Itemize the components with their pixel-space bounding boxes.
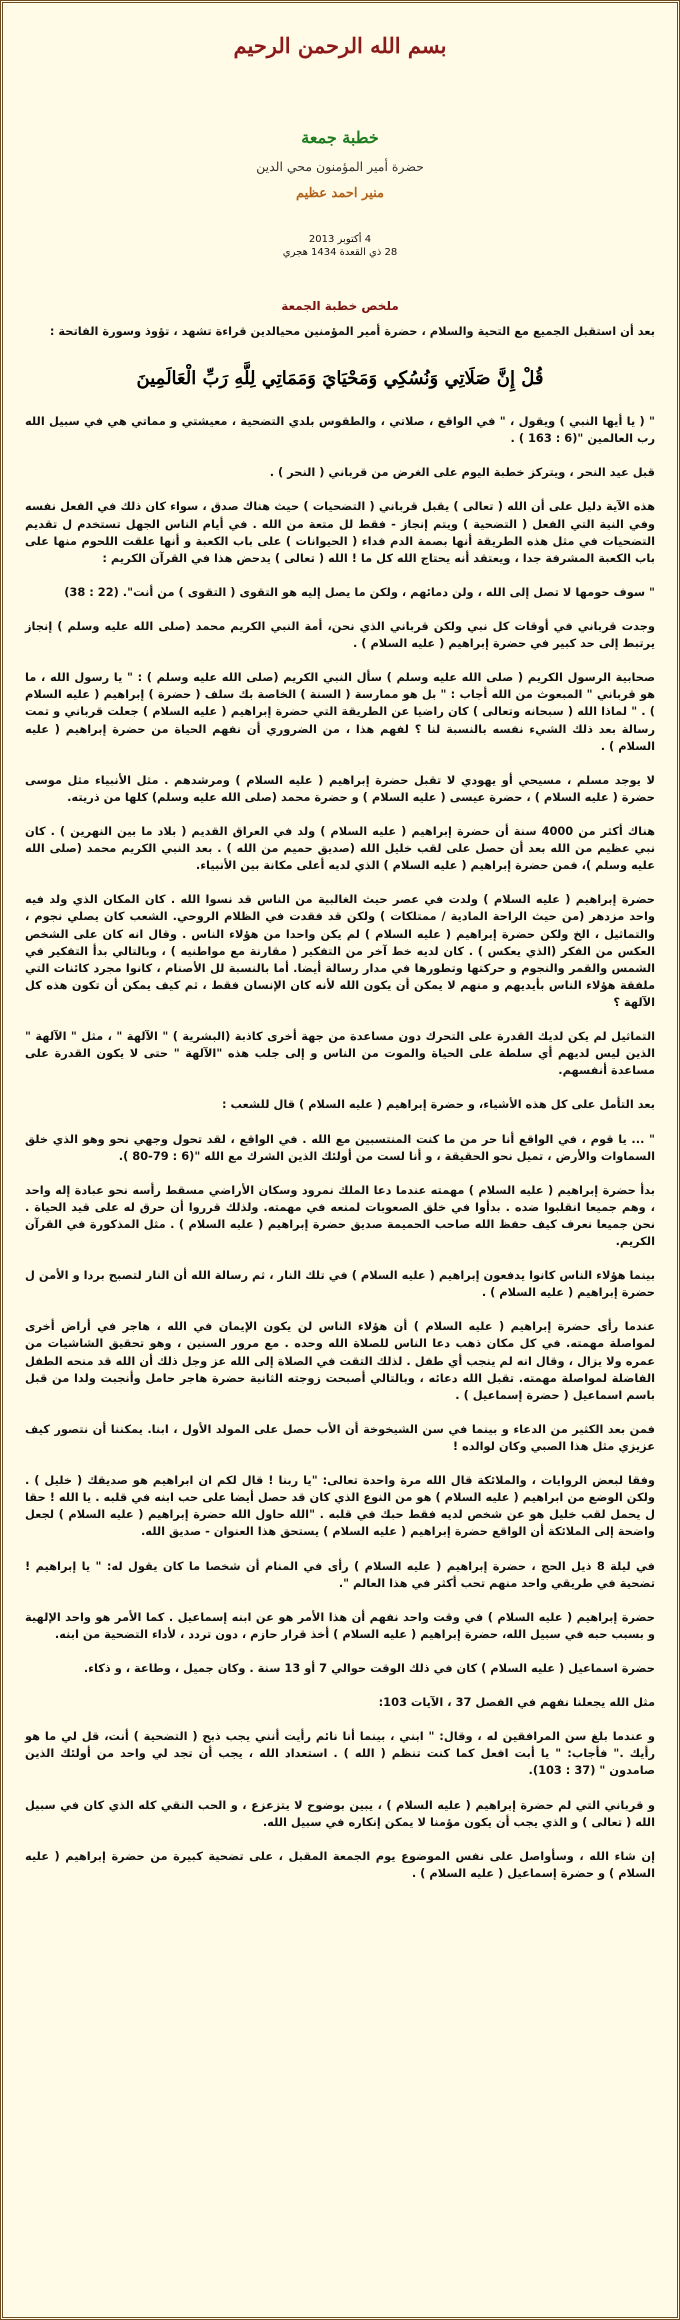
paragraph: " ( يا أيها النبي ) ويقول ، " في الواقع ، صلاتي ، والطقوس بلدي التضحية ، معيشتي و مماتي هي في سبيل الله رب العالمين "(6 : 163 ) .	[25, 414, 655, 446]
paragraph: قبل عيد النحر ، ويتركز خطبة اليوم على الغرض من قرباني ( النحر ) .	[269, 465, 655, 480]
paragraph: بعد التأمل على كل هذه الأشياء، و حضرة إبراهيم ( عليه السلام ) قال للشعب :	[221, 1097, 655, 1112]
paragraph: هناك أكثر من 4000 سنة أن حضرة إبراهيم ( عليه السلام ) ولد في العراق القديم ( بلاد ما بين النهرين ) . كان نبي عظيم من الله بعد أن حصل على لقب خليل الله (صديق حميم من الله ) . بعد النبي الكريم محمد (صلى الله عليه وسلم )، فمن حضرة إبراهيم ( عليه السلام ) الذي لديه أعلى مكانة بين الأنبياء.	[25, 823, 655, 873]
quran-verse: قُلْ إِنَّ صَلَاتِي وَنُسُكِي وَمَحْيَايَ وَمَمَاتِي لِلَّهِ رَبِّ الْعَالَمِينَ	[136, 368, 544, 390]
paragraph: حضرة إبراهيم ( عليه السلام ) في وقت واحد نفهم أن هذا الأمر هو عن ابنه إسماعيل . كما الأمر هو واحد الإلهية و بسبب حبه في سبيل الله، حضرة إبراهيم ( عليه السلام ) أخذ قرار حازم ، دون تردد ، لأداء التضحية من ابنه.	[25, 1609, 655, 1641]
date-block	[3, 233, 677, 259]
khutba-title: خطبة جمعة	[301, 128, 379, 147]
paragraph: و قرباني التي لم حضرة إبراهيم ( عليه السلام ) ، يبين بوضوح لا يتزعزع ، و الحب النقي كله الذي كان في سبيل الله ( تعالى ) و الذي يجب أن يكون مؤمنا لا يمكن إنكاره في سبيل الله.	[25, 1797, 655, 1829]
khutba-body	[3, 323, 677, 1882]
author-name: منير احمد عظيم	[295, 186, 385, 201]
hijri-date: 28 ذي القعدة 1434 هجري	[282, 247, 398, 258]
header	[3, 33, 677, 313]
paragraph: بينما هؤلاء الناس كانوا يدفعون إبراهيم ( عليه السلام ) في تلك النار ، ثم رسالة الله أن النار لتصبح بردا و الأمن ل حضرة إبراهيم ( عليه السلام ) .	[25, 1268, 655, 1300]
hadrat-subtitle: حضرة أمير المؤمنون محي الدين	[256, 159, 424, 174]
paragraph: و عندما بلغ سن المرافقين له ، وقال: " ابني ، بينما أنا نائم رأيت أنني يجب ذبح ( التضحية ) أنت، قل لي ما هو رأيك ." فأجاب: " يا أبت افعل كما كنت تنظم ( الله ) . استعداد الله ، يجب أن تجد لي واحد من أولئك الذين صامدون " (37 : 103).	[25, 1729, 655, 1778]
paragraph: التماثيل لم يكن لديك القدرة على التحرك دون مساعدة من جهة أخرى كاذبة (البشرية ) " الآلهة " ، مثل " الآلهة " الذين ليس لديهم أي سلطة على الحياة والموت من الناس و إلى جلب هذه "الآلهة " حتى لا يكون القدرة على مساعدة أنفسهم.	[25, 1029, 655, 1078]
paragraph: وجدت قرباني في أوقات كل نبي ولكن قرباني الذي نحن، أمة النبي الكريم محمد (صلى الله عليه وسلم ) إنجاز يرتبط إلى حد كبير في حضرة إبراهيم ( عليه السلام ) .	[25, 618, 655, 651]
paragraph: في ليلة 8 ذيل الحج ، حضرة إبراهيم ( عليه السلام ) رأى في المنام أن شخصا ما كان يقول له: " يا إبراهيم ! تضحية في طريقي واحد منهم تحب أكثر في هذا العالم ".	[25, 1558, 655, 1590]
paragraph: مثل الله يجعلنا نفهم في الفصل 37 ، الآيات 103:	[378, 1695, 655, 1710]
bismillah-heading: بسم الله الرحمن الرحيم	[233, 33, 447, 58]
gregorian-date: 4 أكتوبر 2013	[308, 234, 372, 245]
paragraph: إن شاء الله ، وسأواصل على نفس الموضوع يوم الجمعة المقبل ، على تضحية كبيرة من حضرة إبراهيم ( عليه السلام ) و حضرة إسماعيل ( عليه السلام ) .	[25, 1848, 655, 1880]
paragraph: بدأ حضرة إبراهيم ( عليه السلام ) مهمته عندما دعا الملك نمرود وسكان الأراضي مسقط رأسه نحو عبادة إله واحد ، وهم جميعا انقلبوا ضده . بدأوا في خلق الصعوبات لمنعه في مهمته. ولذلك قرروا أن حرق له على قيد الحياة . نحن جميعا نعرف كيف حفظ الله صاحب الحميمة صديق حضرة إبراهيم ( عليه السلام ) . مثل المذكورة في القرآن الكريم.	[25, 1182, 655, 1249]
paragraph: هذه الآية دليل على أن الله ( تعالى ) يقبل قرباني ( التضحيات ) حيث هناك صدق ، سواء كان ذلك في الفعل نفسه وفي النية التي الفعل ( التضحية ) ويتم إنجاز - فقط لل متعة من الله . في أيام الناس الجهل تستخدم ل تقديم التضحيات في مثل هذه الطريقة أنها بصمة الدم فداء ( الحيوانات ) على باب الكعبة و أنها علقت اللحوم منها على باب الكعبة المشرفة جدا ، ويعتقد أنه يحتاج الله كل ما ! الله ( تعالى ) يدحض هذا في القرآن الكريم :	[25, 499, 655, 565]
paragraph: " ... يا قوم ، في الواقع أنا حر من ما كنت المنتسبين مع الله . في الواقع ، لقد تحول وجهي نحو وهو الذي خلق السماوات والأرض ، تميل نحو الحقيقة ، و أنا لست من أولئك الذين الشرك مع الله "(6 : 79-80 ).	[25, 1131, 655, 1163]
paragraph: صحابية الرسول الكريم ( صلى الله عليه وسلم ) سأل النبي الكريم (صلى الله عليه وسلم ) : " يا رسول الله ، ما هو قرباني " المبعوث من الله أجاب : " بل هو ممارسة ( السنة ) الخاصة بك سلف ( حضرة ) إبراهيم ( عليه السلام ) . " لماذا الله ( سبحانه وتعالى ) كان راضيا عن الطريقة التي حضرة إبراهيم ( عليه السلام ) جعلت قرباني و تمت رسالة بعد ذلك الشيء نفسه بالنسبة لنا ؟ لفهم هذا ، من الضروري أن نفهم الحياة من حضرة إبراهيم ( عليه السلام ) .	[25, 670, 655, 753]
paragraph: لا يوجد مسلم ، مسيحي أو يهودي لا تقبل حضرة إبراهيم ( عليه السلام ) ومرشدهم . مثل الأنبياء مثل موسى حضرة ( عليه السلام ) ، حضرة عيسى ( عليه السلام ) و حضرة محمد (صلى الله عليه وسلم) كلها من ذريته.	[25, 772, 655, 804]
paragraph: بعد أن استقبل الجميع مع التحية والسلام ، حضرة أمير المؤمنين محيالدين قراءة تشهد ، تؤوذ وسورة الفاتحة :	[49, 324, 655, 338]
paragraph: حضرة اسماعيل ( عليه السلام ) كان في ذلك الوقت حوالي 7 أو 13 سنة . وكان جميل ، وطاعة ، و ذكاء.	[83, 1661, 655, 1676]
summary-title: ملخص خطبة الجمعة	[281, 299, 399, 313]
paragraph: عندما رأى حضرة إبراهيم ( عليه السلام ) أن هؤلاء الناس لن يكون الإيمان في الله ، هاجر في أراض أخرى لمواصلة مهمته. في كل مكان ذهب دعا الناس للصلاة الله وحده . مع مرور السنين ، وهو تحقيق الشاشيات من عمره ولا يزال ، وقال انه لم ينجب أي طفل . لذلك التقت في الصلاة إلى الله عز وجل ذلك أن الله قد منحه الطفل الفاضلة لمواصلة مهمته. تقبل الله دعائه ، وبالتالي أصبحت زوجته الثانية حضرة هاجر حامل وأنجبت ولدا من قبل باسم اسماعيل ( حضرة إسماعيل ) .	[25, 1319, 655, 1402]
paragraph: حضرة إبراهيم ( عليه السلام ) ولدت في عصر حيث الغالبية من الناس قد نسوا الله . كان المكان الذي ولد فيه واحد مزدهر (من حيث الراحة المادية / ممتلكات ) ولكن قد فقدت في الظلام الروحي. الشعب كان يصلي نجوم ، والتماثيل ، الخ ولكن حضرة إبراهيم ( عليه السلام ) لم يكن واحدا من هؤلاء الناس . وقال انه كان على الشخص العكس من الفكر (الذي يعكس ) . كان لديه خط آخر من التفكير ( مقارنة مع مواطنيه ) ، وبالتالي بدأ التفكير في الشمس والقمر والنجوم و حركتها وتطورها في مدار رسالة أيضا. أما بالنسبة لل الأصنام ، كانوا مجرد كائنات التي ملفقة هؤلاء الناس بأيديهم و منهم لا يمكن أن يكون الله لأنه كان الإنسان فقط ، ثم كيف يمكن أن تكون هذه كل الآلهة ؟	[25, 892, 655, 1009]
paragraph: وفقا لبعض الروايات ، والملائكة قال الله مرة واحدة تعالى: "يا ربنا ! قال لكم ان ابراهيم هو صديقك ( خليل ) . ولكن الوضع من ابراهيم ( عليه السلام ) هو من النوع الذي كان قد حصل أيضا على حب ابنه في قلبه . يا الله ! حقا ل يحمل لقب خليل هو عن شخص لديه فقط حبك في قلبه . "الله حاول الله حضرة إبراهيم ( عليه السلام ) لجعل واضحة إلى الملائكة أن الواقع حضرة إبراهيم ( عليه السلام ) يستحق هذا العنوان - صديق الله.	[25, 1473, 655, 1539]
paragraph: فمن بعد الكثير من الدعاء و بينما في سن الشيخوخة أن الأب حصل على المولد الأول ، ابنا. يمكننا أن نتصور كيف عزيزي مثل هذا الصبي وكان لوالده !	[25, 1421, 655, 1454]
paragraph: " سوف حومها لا تصل إلى الله ، ولن دمائهم ، ولكن ما يصل إليه هو التقوى ( التقوى ) من أنت". (22 : 38)	[64, 584, 655, 599]
